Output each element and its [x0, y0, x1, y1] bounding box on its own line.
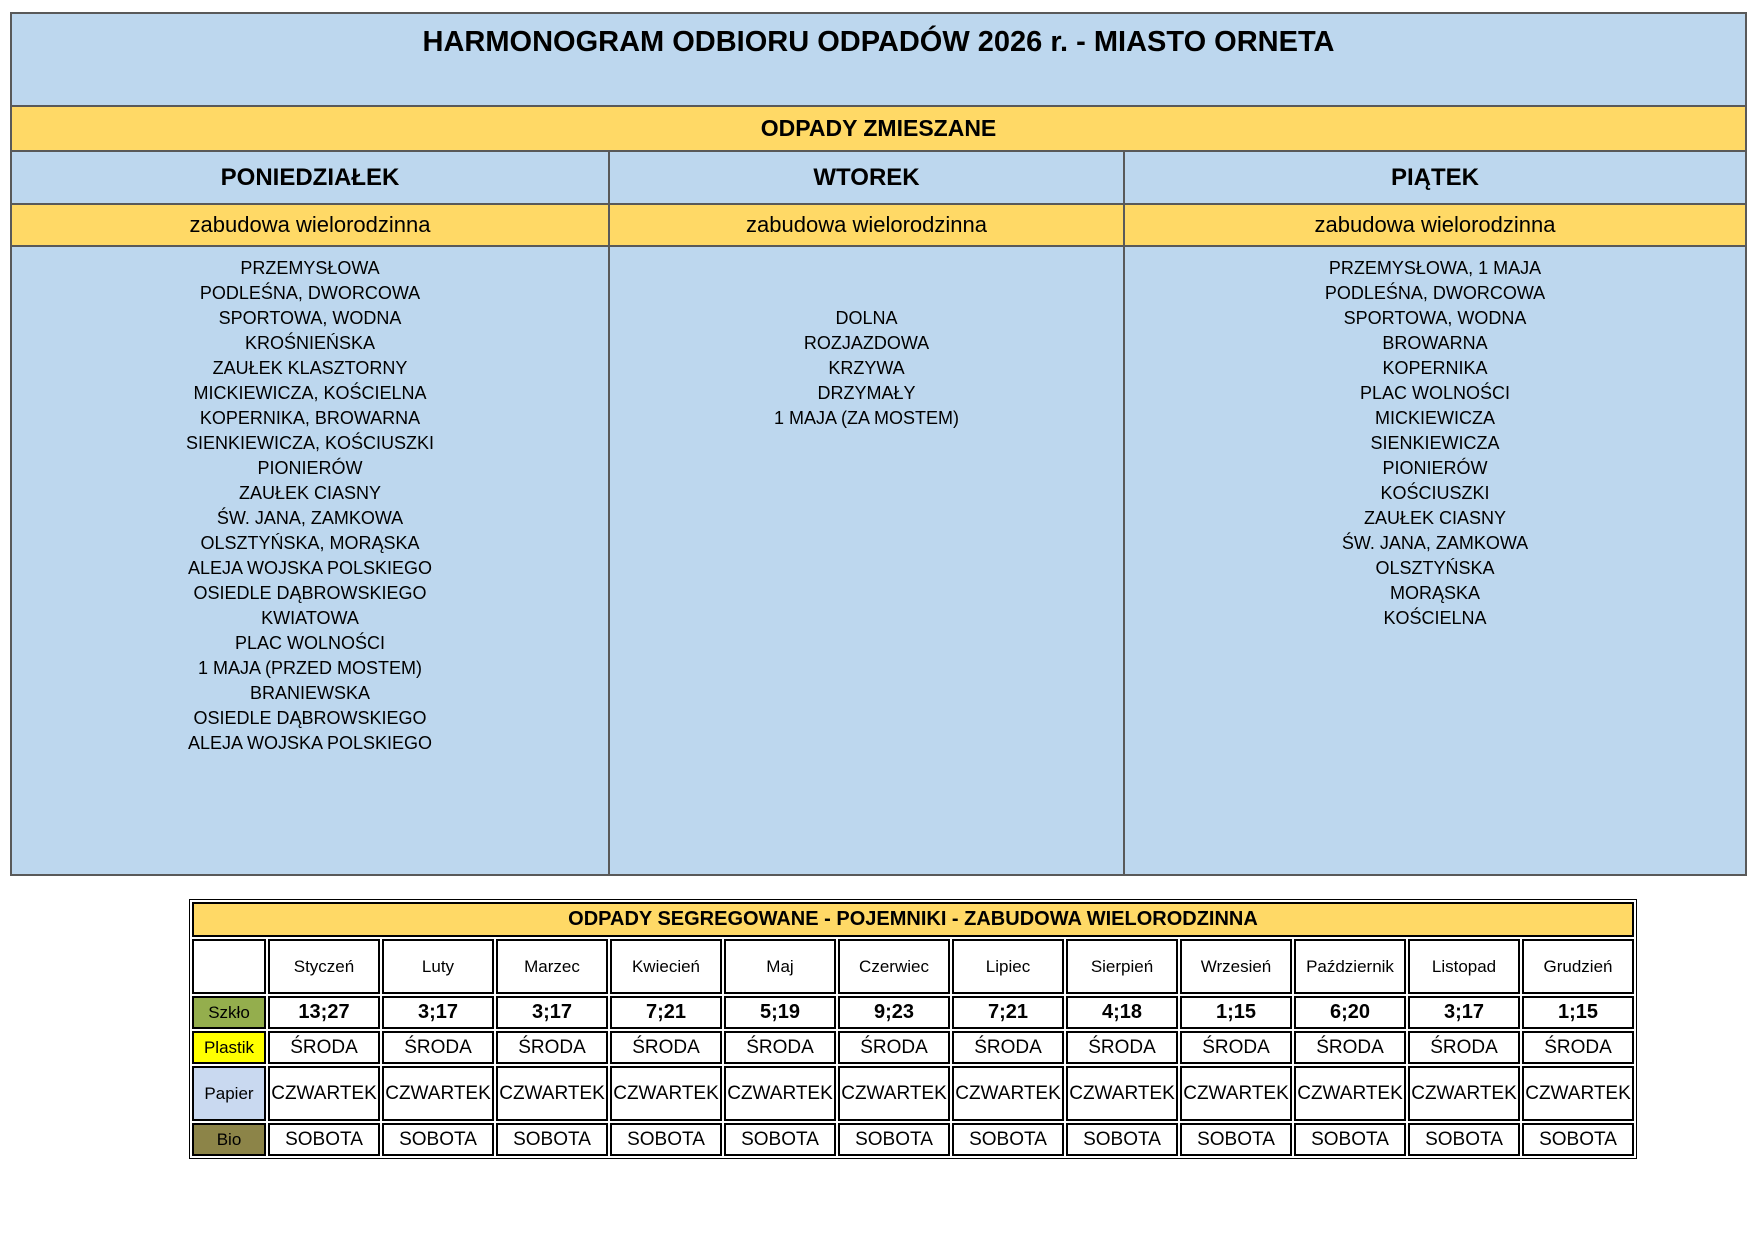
bio-pickup-day: SOBOTA — [1522, 1123, 1634, 1156]
paper-pickup-day: CZWARTEK — [724, 1066, 836, 1121]
waste-type-label-bio: Bio — [192, 1123, 266, 1156]
glass-pickup-days: 13;27 — [268, 996, 380, 1029]
day-header-tuesday: WTOREK — [609, 151, 1124, 204]
plastic-pickup-day: ŚRODA — [1408, 1031, 1520, 1064]
paper-pickup-day: CZWARTEK — [1066, 1066, 1178, 1121]
paper-pickup-day: CZWARTEK — [1522, 1066, 1634, 1121]
month-header: Luty — [382, 939, 494, 994]
bio-pickup-day: SOBOTA — [838, 1123, 950, 1156]
street-entry: BROWARNA — [1382, 333, 1488, 353]
glass-pickup-days: 6;20 — [1294, 996, 1406, 1029]
mixed-waste-schedule-table — [10, 12, 1747, 876]
street-list-friday — [1126, 248, 1744, 631]
street-entry: PRZEMYSŁOWA, 1 MAJA — [1328, 258, 1542, 278]
street-entry: DRZYMAŁY — [817, 383, 916, 403]
plastic-row — [192, 1031, 1634, 1064]
month-header-row — [192, 939, 1634, 994]
month-header: Maj — [724, 939, 836, 994]
paper-pickup-day: CZWARTEK — [1294, 1066, 1406, 1121]
plastic-pickup-day: ŚRODA — [496, 1031, 608, 1064]
month-header: Listopad — [1408, 939, 1520, 994]
bio-pickup-day: SOBOTA — [1180, 1123, 1292, 1156]
street-list-monday — [13, 248, 607, 756]
street-entry: ŚW. JANA, ZAMKOWA — [1341, 533, 1529, 553]
street-entry: KRZYWA — [828, 358, 905, 378]
plastic-pickup-day: ŚRODA — [838, 1031, 950, 1064]
waste-type-label-plastic: Plastik — [192, 1031, 266, 1064]
street-entry: ZAUŁEK CIASNY — [1363, 508, 1507, 528]
street-entry: PLAC WOLNOŚCI — [234, 633, 386, 653]
street-entry: SIENKIEWICZA — [1370, 433, 1500, 453]
zone-label-tuesday: zabudowa wielorodzinna — [609, 204, 1124, 246]
waste-type-label-paper: Papier — [192, 1066, 266, 1121]
street-entry: KOPERNIKA — [1382, 358, 1488, 378]
plastic-pickup-day: ŚRODA — [382, 1031, 494, 1064]
bio-pickup-day: SOBOTA — [1408, 1123, 1520, 1156]
month-header: Październik — [1294, 939, 1406, 994]
street-entry: ZAUŁEK KLASZTORNY — [212, 358, 408, 378]
street-entry: SIENKIEWICZA, KOŚCIUSZKI — [185, 433, 435, 453]
paper-pickup-day: CZWARTEK — [1180, 1066, 1292, 1121]
glass-pickup-days: 9;23 — [838, 996, 950, 1029]
glass-pickup-days: 3;17 — [1408, 996, 1520, 1029]
streets-cell-monday — [11, 246, 609, 875]
glass-pickup-days: 4;18 — [1066, 996, 1178, 1029]
day-header-monday: PONIEDZIAŁEK — [11, 151, 609, 204]
paper-pickup-day: CZWARTEK — [268, 1066, 380, 1121]
bio-pickup-day: SOBOTA — [1294, 1123, 1406, 1156]
street-entry: OSIEDLE DĄBROWSKIEGO — [193, 583, 427, 603]
segregated-title-row — [192, 902, 1634, 937]
bio-pickup-day: SOBOTA — [610, 1123, 722, 1156]
bio-pickup-day: SOBOTA — [724, 1123, 836, 1156]
street-entry: ALEJA WOJSKA POLSKIEGO — [187, 733, 433, 753]
street-entry: 1 MAJA (ZA MOSTEM) — [773, 408, 960, 428]
month-header: Lipiec — [952, 939, 1064, 994]
paper-pickup-day: CZWARTEK — [382, 1066, 494, 1121]
glass-pickup-days: 5;19 — [724, 996, 836, 1029]
street-entry: BRANIEWSKA — [249, 683, 371, 703]
bio-pickup-day: SOBOTA — [382, 1123, 494, 1156]
section-row — [11, 106, 1746, 151]
zone-label-friday: zabudowa wielorodzinna — [1124, 204, 1746, 246]
bio-pickup-day: SOBOTA — [496, 1123, 608, 1156]
bio-pickup-day: SOBOTA — [268, 1123, 380, 1156]
glass-pickup-days: 1;15 — [1180, 996, 1292, 1029]
street-entry: PODLEŚNA, DWORCOWA — [1324, 283, 1546, 303]
street-entry: 1 MAJA (PRZED MOSTEM) — [197, 658, 422, 678]
street-entry: MICKIEWICZA, KOŚCIELNA — [193, 383, 427, 403]
plastic-pickup-day: ŚRODA — [1294, 1031, 1406, 1064]
bio-pickup-day: SOBOTA — [1066, 1123, 1178, 1156]
plastic-pickup-day: ŚRODA — [952, 1031, 1064, 1064]
month-header: Styczeń — [268, 939, 380, 994]
street-entry: PIONIERÓW — [257, 458, 363, 478]
zone-label-monday: zabudowa wielorodzinna — [11, 204, 609, 246]
month-header: Kwiecień — [610, 939, 722, 994]
street-entry: ŚW. JANA, ZAMKOWA — [216, 508, 404, 528]
section-header-mixed-waste: ODPADY ZMIESZANE — [11, 106, 1746, 151]
waste-type-label-glass: Szkło — [192, 996, 266, 1029]
page-title: HARMONOGRAM ODBIORU ODPADÓW 2026 r. - MIASTO ORNETA — [11, 13, 1746, 106]
streets-cell-tuesday — [609, 246, 1124, 875]
paper-pickup-day: CZWARTEK — [952, 1066, 1064, 1121]
glass-row — [192, 996, 1634, 1029]
street-entry: MORĄSKA — [1389, 583, 1481, 603]
month-header: Sierpień — [1066, 939, 1178, 994]
plastic-pickup-day: ŚRODA — [1522, 1031, 1634, 1064]
glass-pickup-days: 3;17 — [496, 996, 608, 1029]
streets-row — [11, 246, 1746, 875]
bio-pickup-day: SOBOTA — [952, 1123, 1064, 1156]
streets-cell-friday — [1124, 246, 1746, 875]
month-header: Grudzień — [1522, 939, 1634, 994]
section-header-segregated-waste: ODPADY SEGREGOWANE - POJEMNIKI - ZABUDOWA WIELORODZINNA — [192, 902, 1634, 937]
street-entry: PRZEMYSŁOWA — [240, 258, 380, 278]
glass-pickup-days: 3;17 — [382, 996, 494, 1029]
plastic-pickup-day: ŚRODA — [610, 1031, 722, 1064]
plastic-pickup-day: ŚRODA — [268, 1031, 380, 1064]
street-entry: MICKIEWICZA — [1375, 408, 1495, 428]
zone-row — [11, 204, 1746, 246]
paper-pickup-day: CZWARTEK — [496, 1066, 608, 1121]
plastic-pickup-day: ŚRODA — [724, 1031, 836, 1064]
street-entry: KROŚNIEŃSKA — [244, 333, 376, 353]
segregated-waste-table — [190, 900, 1636, 1158]
street-entry: OLSZTYŃSKA — [1375, 558, 1495, 578]
glass-pickup-days: 7;21 — [610, 996, 722, 1029]
glass-pickup-days: 7;21 — [952, 996, 1064, 1029]
street-entry: DOLNA — [835, 308, 898, 328]
paper-pickup-day: CZWARTEK — [1408, 1066, 1520, 1121]
paper-pickup-day: CZWARTEK — [610, 1066, 722, 1121]
street-entry: ZAUŁEK CIASNY — [238, 483, 382, 503]
plastic-pickup-day: ŚRODA — [1180, 1031, 1292, 1064]
title-row — [11, 13, 1746, 106]
paper-pickup-day: CZWARTEK — [838, 1066, 950, 1121]
paper-row — [192, 1066, 1634, 1121]
street-entry: OLSZTYŃSKA, MORĄSKA — [200, 533, 420, 553]
month-header: Wrzesień — [1180, 939, 1292, 994]
street-entry: KOPERNIKA, BROWARNA — [199, 408, 421, 428]
street-entry: PLAC WOLNOŚCI — [1359, 383, 1511, 403]
street-entry: SPORTOWA, WODNA — [1343, 308, 1527, 328]
street-entry: KOŚCIUSZKI — [1380, 483, 1490, 503]
street-entry: PODLEŚNA, DWORCOWA — [199, 283, 421, 303]
corner-cell — [192, 939, 266, 994]
glass-pickup-days: 1;15 — [1522, 996, 1634, 1029]
month-header: Marzec — [496, 939, 608, 994]
day-header-friday: PIĄTEK — [1124, 151, 1746, 204]
plastic-pickup-day: ŚRODA — [1066, 1031, 1178, 1064]
day-header-row — [11, 151, 1746, 204]
street-entry: KOŚCIELNA — [1383, 608, 1487, 628]
street-list-tuesday — [611, 248, 1122, 431]
street-entry: ALEJA WOJSKA POLSKIEGO — [187, 558, 433, 578]
street-entry: OSIEDLE DĄBROWSKIEGO — [193, 708, 427, 728]
street-entry: ROZJAZDOWA — [803, 333, 930, 353]
street-entry: SPORTOWA, WODNA — [218, 308, 402, 328]
month-header: Czerwiec — [838, 939, 950, 994]
street-entry: PIONIERÓW — [1382, 458, 1488, 478]
street-entry: KWIATOWA — [261, 608, 359, 628]
bio-row — [192, 1123, 1634, 1156]
